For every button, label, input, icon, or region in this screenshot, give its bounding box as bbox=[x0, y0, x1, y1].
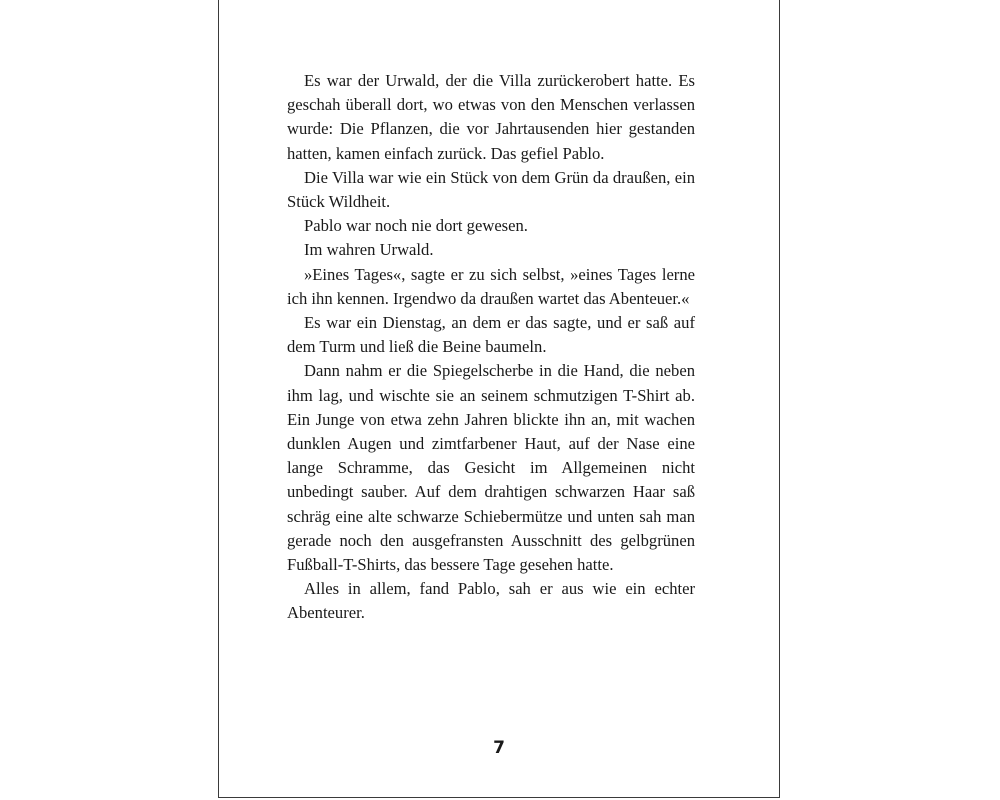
paragraph: Pablo war noch nie dort gewesen. bbox=[304, 216, 528, 236]
body-text bbox=[287, 69, 695, 626]
paragraph: Dann nahm er die Spiegelscherbe in die Hand, die neben ihm lag, und wischte sie an seinem schmutzigen T-Shirt ab. Ein Junge von etwa zehn Jahren blickte ihn an, mit wachen dunklen Augen und zimtfarbener Haut, auf der Nase eine lange Schramme, das Gesicht im Allgemeinen nicht unbedingt sauber. Auf dem drahtigen schwarzen Haar saß schräg eine alte schwarze Schiebermütze und unten sah man gerade noch den ausgefransten Ausschnitt des gelbgrünen Fußball-T-Shirts, das bessere Tage gesehen hatte. bbox=[287, 361, 695, 575]
book-page bbox=[218, 0, 780, 798]
paragraph: Die Villa war wie ein Stück von dem Grün da draußen, ein Stück Wildheit. bbox=[287, 167, 695, 212]
paragraph: Im wahren Urwald. bbox=[304, 240, 434, 260]
page-number: 7 bbox=[493, 738, 505, 758]
paragraph: Alles in allem, fand Pablo, sah er aus wie ein echter Abenteurer. bbox=[287, 579, 695, 623]
paragraph: Es war ein Dienstag, an dem er das sagte, und er saß auf dem Turm und ließ die Beine baumeln. bbox=[287, 313, 695, 357]
paragraph: Es war der Urwald, der die Villa zurückerobert hatte. Es geschah überall dort, wo etwas von den Menschen verlassen wurde: Die Pflanzen, die vor Jahrtausenden hier gestanden hatten, kamen einfach zurück. Das gefiel Pablo. bbox=[287, 71, 695, 163]
paragraph: »Eines Tages«, sagte er zu sich selbst, »eines Tages lerne ich ihn kennen. Irgendwo da draußen wartet das Abenteuer.« bbox=[287, 264, 695, 308]
